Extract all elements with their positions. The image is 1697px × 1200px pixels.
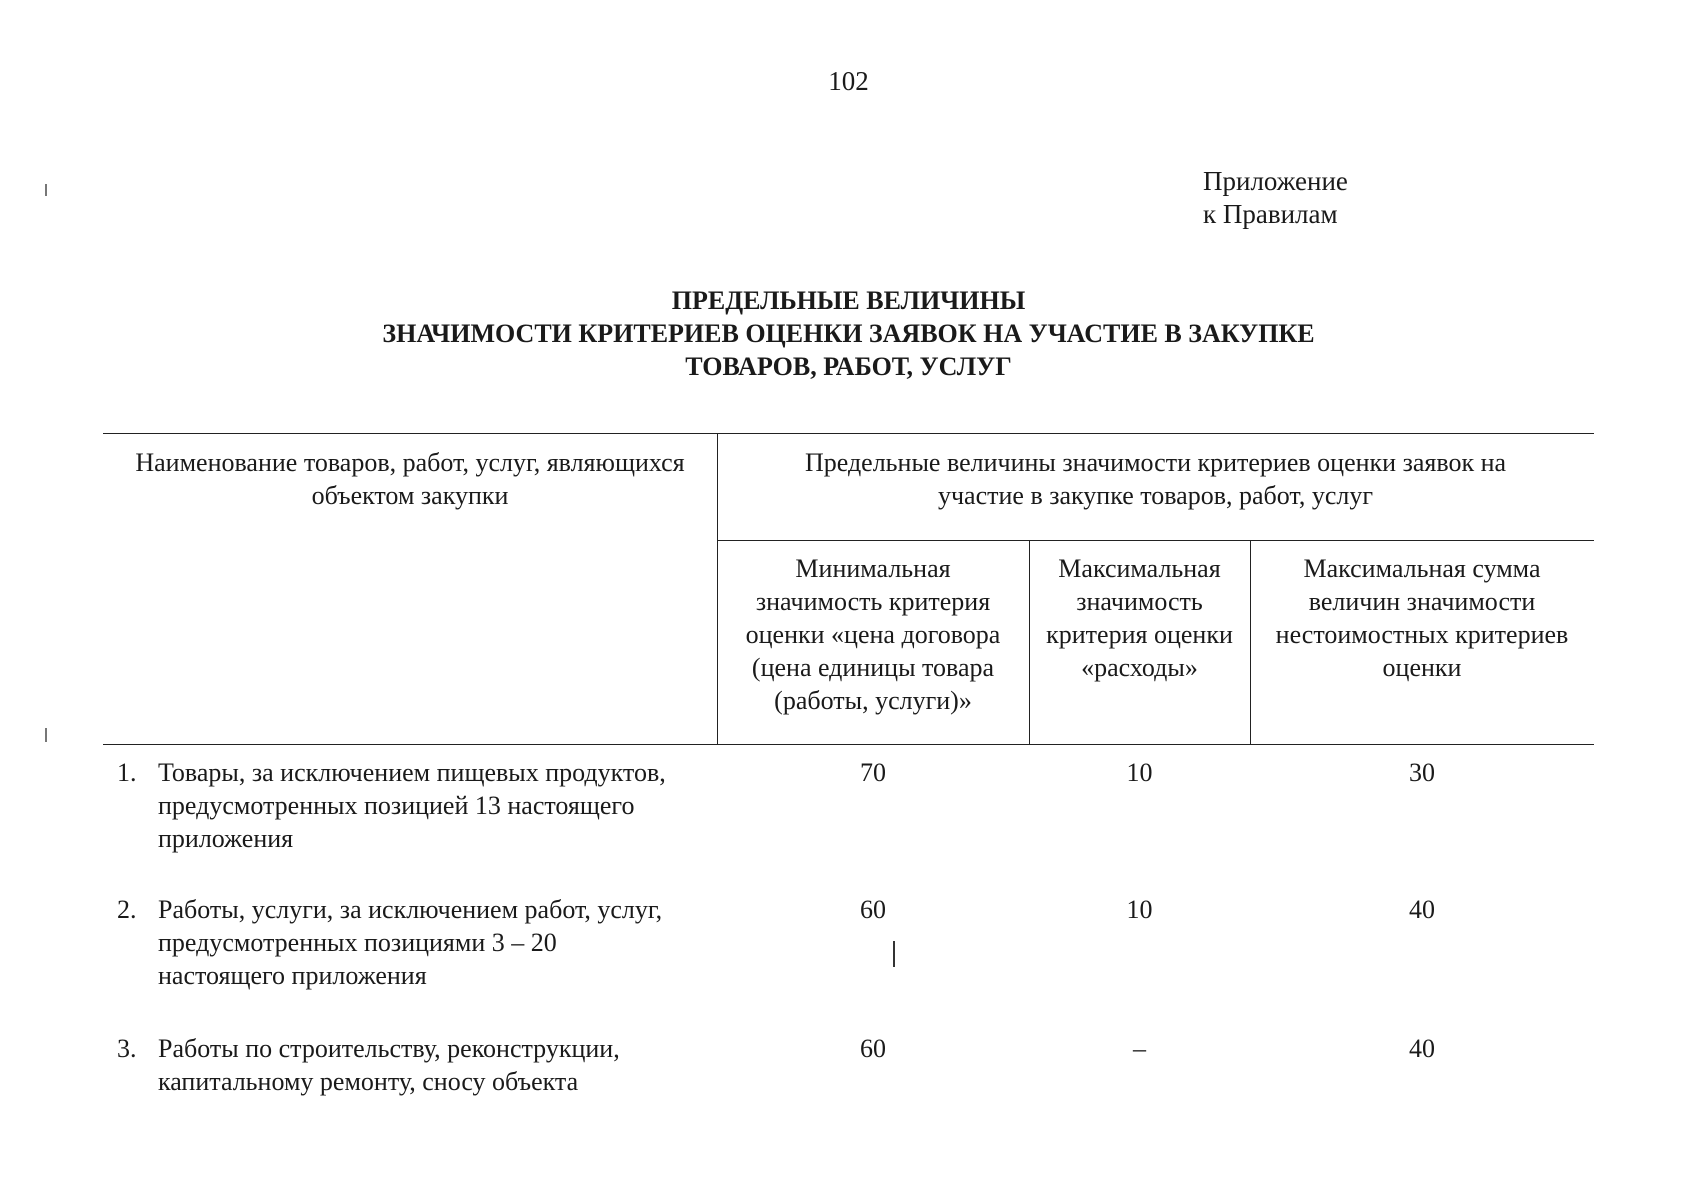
header-max-nonprice-line-2: величин значимости — [1308, 587, 1536, 616]
row-2-name-line-2: предусмотренных позициями 3 – 20 — [158, 928, 557, 957]
row-3-name — [158, 1032, 620, 1098]
row-2-max-nonprice: 40 — [1409, 895, 1435, 924]
header-name-line-1: Наименование товаров, работ, услуг, являющихся — [135, 448, 685, 477]
header-max-nonprice-line-3: нестоимостных критериев — [1275, 620, 1569, 649]
row-2-number: 2. — [117, 895, 137, 924]
row-1-min-price: 70 — [860, 758, 886, 787]
row-3-name-line-2: капитальному ремонту, сносу объекта — [158, 1067, 579, 1096]
title-line-1: ПРЕДЕЛЬНЫЕ ВЕЛИЧИНЫ — [671, 286, 1026, 315]
page-number: 102 — [828, 66, 869, 96]
header-group-cell — [717, 446, 1594, 512]
row-3-name-line-1: Работы по строительству, реконструкции, — [158, 1034, 620, 1063]
table-top-rule — [103, 433, 1594, 434]
row-1-name — [158, 756, 666, 855]
appendix-reference — [1203, 165, 1348, 231]
row-1-name-line-1: Товары, за исключением пищевых продуктов, — [158, 758, 666, 787]
scan-speck-left-mid — [45, 728, 47, 742]
header-max-expenses-line-2: значимость — [1076, 587, 1203, 616]
header-name-cell — [103, 446, 717, 512]
row-2-name — [158, 893, 662, 992]
row-2-max-expenses: 10 — [1126, 895, 1153, 924]
row-3-min-price: 60 — [860, 1034, 886, 1063]
header-group-line-1: Предельные величины значимости критериев оценки заявок на — [804, 448, 1507, 477]
row-3-max-expenses: – — [1133, 1034, 1146, 1063]
document-title — [0, 284, 1697, 383]
scan-speck-left-top — [45, 184, 47, 196]
header-min-price-line-2: значимость критерия — [755, 587, 991, 616]
header-max-expenses-cell — [1029, 552, 1250, 684]
row-1-number: 1. — [117, 758, 137, 787]
row-1-name-line-3: приложения — [158, 824, 294, 853]
row-3-number: 3. — [117, 1034, 137, 1063]
scan-mark-stroke — [893, 941, 895, 967]
row-2-name-line-3: настоящего приложения — [158, 961, 427, 990]
row-2-min-price: 60 — [860, 895, 886, 924]
header-name-line-2: объектом закупки — [311, 481, 509, 510]
appendix-line-2: к Правилам — [1203, 199, 1338, 229]
header-min-price-cell — [717, 552, 1029, 717]
header-min-price-line-4: (цена единицы товара — [751, 653, 995, 682]
header-group-line-2: участие в закупке товаров, работ, услуг — [937, 481, 1374, 510]
row-3-max-nonprice: 40 — [1409, 1034, 1435, 1063]
appendix-line-1: Приложение — [1203, 166, 1348, 196]
row-1-name-line-2: предусмотренных позицией 13 настоящего — [158, 791, 635, 820]
header-max-nonprice-line-4: оценки — [1382, 653, 1462, 682]
row-1-max-nonprice: 30 — [1409, 758, 1435, 787]
title-line-2: ЗНАЧИМОСТИ КРИТЕРИЕВ ОЦЕНКИ ЗАЯВОК НА УЧАСТИЕ В ЗАКУПКЕ — [382, 319, 1315, 348]
header-max-expenses-line-1: Максимальная — [1058, 554, 1221, 583]
header-min-price-line-5: (работы, услуги)» — [774, 686, 972, 715]
table-subheader-rule — [717, 540, 1594, 541]
header-max-expenses-line-4: «расходы» — [1081, 653, 1198, 682]
header-max-expenses-line-3: критерия оценки — [1046, 620, 1233, 649]
row-1-max-expenses: 10 — [1126, 758, 1153, 787]
header-max-nonprice-line-1: Максимальная сумма — [1303, 554, 1541, 583]
header-min-price-line-1: Минимальная — [795, 554, 951, 583]
title-line-3: ТОВАРОВ, РАБОТ, УСЛУГ — [685, 352, 1012, 381]
header-min-price-line-3: оценки «цена договора — [745, 620, 1001, 649]
row-2-name-line-1: Работы, услуги, за исключением работ, услуг, — [158, 895, 663, 924]
header-max-nonprice-cell — [1250, 552, 1594, 684]
table-header-bottom-rule — [103, 744, 1594, 745]
